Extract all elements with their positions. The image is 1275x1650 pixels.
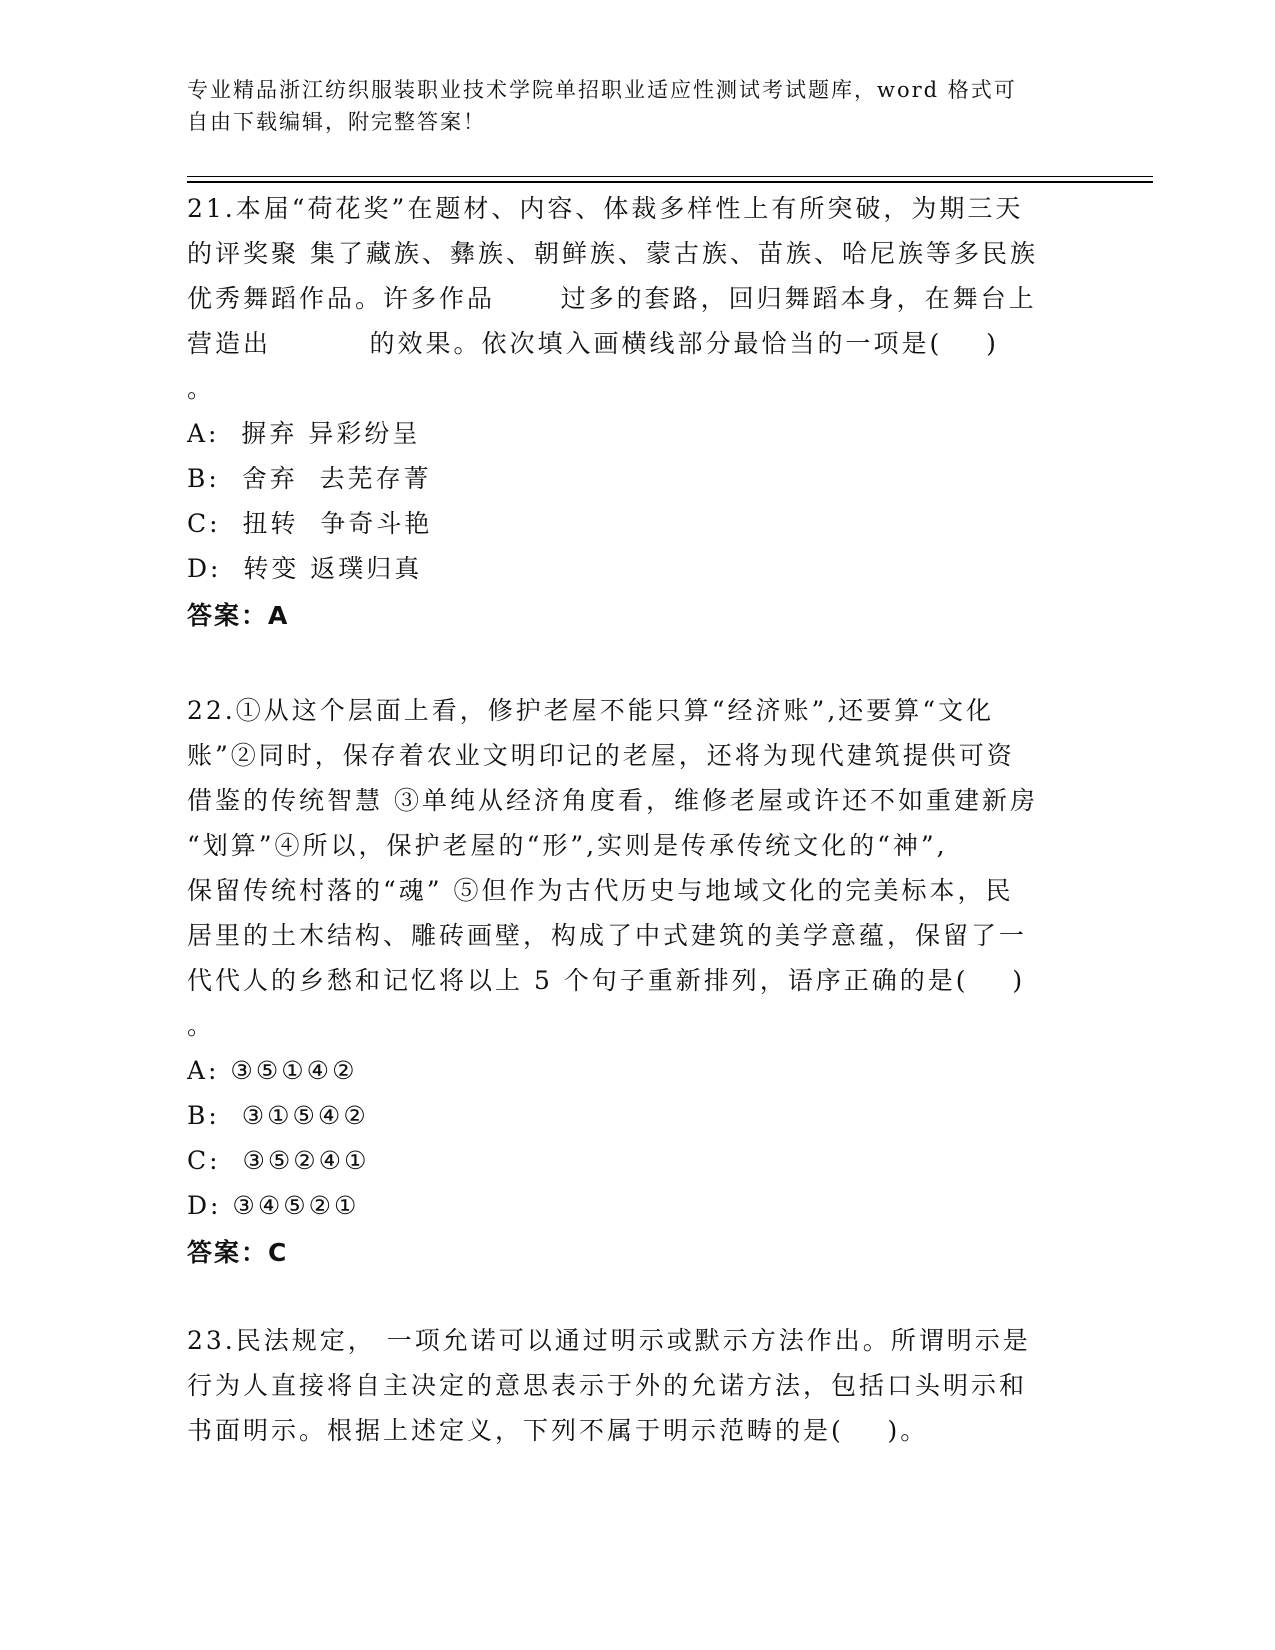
answer: 答案：C bbox=[187, 1238, 289, 1267]
option-b: B: ③①⑤④② bbox=[187, 1101, 369, 1130]
question-stem bbox=[187, 1318, 1067, 1453]
option-d: D: ③④⑤②① bbox=[187, 1191, 360, 1220]
stem-period: 。 bbox=[187, 374, 216, 403]
header-divider-bottom bbox=[187, 181, 1153, 183]
document-header bbox=[187, 74, 1067, 138]
stem-line: 的评奖聚 集了藏族、彝族、朝鲜族、蒙古族、苗族、哈尼族等多民族 bbox=[187, 239, 1038, 268]
option-c: C: ③⑤②④① bbox=[187, 1146, 370, 1175]
stem-line: 21.本届“荷花奖”在题材、内容、体裁多样性上有所突破，为期三天 bbox=[187, 194, 1024, 223]
stem-period: 。 bbox=[187, 1011, 216, 1040]
stem-line: 保留传统村落的“魂” ⑤但作为古代历史与地域文化的完美标本，民 bbox=[187, 876, 1014, 905]
header-line-2: 自由下载编辑，附完整答案！ bbox=[187, 110, 486, 134]
stem-line: 账”②同时，保存着农业文明印记的老屋，还将为现代建筑提供可资 bbox=[187, 741, 1015, 770]
stem-line: 书面明示。根据上述定义，下列不属于明示范畴的是( )。 bbox=[187, 1416, 929, 1445]
question-22 bbox=[187, 688, 1067, 1275]
option-a: A: ③⑤①④② bbox=[187, 1056, 358, 1085]
stem-line: 23.民法规定， 一项允诺可以通过明示或默示方法作出。所谓明示是 bbox=[187, 1326, 1031, 1355]
stem-line: 优秀舞蹈作品。许多作品 过多的套路，回归舞蹈本身，在舞台上 bbox=[187, 284, 1037, 313]
stem-line: 借鉴的传统智慧 ③单纯从经济角度看，维修老屋或许还不如重建新房 bbox=[187, 786, 1038, 815]
option-c: C: 扭转 争奇斗艳 bbox=[187, 509, 433, 538]
option-d: D: 转变 返璞归真 bbox=[187, 554, 423, 583]
question-stem bbox=[187, 186, 1067, 366]
stem-line: 代代人的乡愁和记忆将以上 5 个句子重新排列，语序正确的是( ) bbox=[187, 966, 1026, 995]
question-23 bbox=[187, 1318, 1067, 1453]
header-line-1: 专业精品浙江纺织服装职业技术学院单招职业适应性测试考试题库，word 格式可 bbox=[187, 78, 1017, 102]
option-b: B: 舍弃 去芜存菁 bbox=[187, 464, 432, 493]
stem-line: 营造出 的效果。依次填入画横线部分最恰当的一项是( ) bbox=[187, 329, 999, 358]
stem-line: “划算”④所以，保护老屋的“形”,实则是传承传统文化的“神”, bbox=[187, 831, 948, 860]
stem-line: 22.①从这个层面上看，修护老屋不能只算“经济账”,还要算“文化 bbox=[187, 696, 995, 725]
stem-line: 居里的土木结构、雕砖画壁，构成了中式建筑的美学意蕴，保留了一 bbox=[187, 921, 1028, 950]
header-divider-top bbox=[187, 176, 1153, 177]
option-a: A: 摒弃 异彩纷呈 bbox=[187, 419, 421, 448]
question-stem bbox=[187, 688, 1067, 1003]
stem-line: 行为人直接将自主决定的意思表示于外的允诺方法，包括口头明示和 bbox=[187, 1371, 1028, 1400]
answer: 答案：A bbox=[187, 601, 290, 630]
question-21 bbox=[187, 186, 1067, 638]
